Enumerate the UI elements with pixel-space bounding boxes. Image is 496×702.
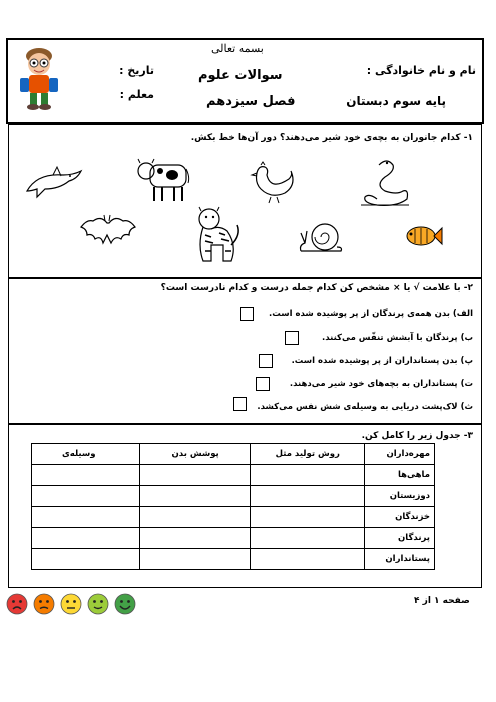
table-cell-input[interactable] <box>251 528 365 549</box>
table-row <box>32 465 435 486</box>
bat-icon <box>79 209 137 253</box>
header-vertebrates: مهره‌داران <box>365 444 435 465</box>
answer-checkbox-be[interactable] <box>285 331 299 345</box>
table-row <box>32 549 435 570</box>
answer-checkbox-te[interactable] <box>256 377 270 391</box>
table-cell-input[interactable] <box>32 549 140 570</box>
table-cell-input[interactable] <box>139 486 251 507</box>
row-label-amphibians: دوزیستان <box>365 486 435 507</box>
cow-icon <box>134 157 190 205</box>
student-name-label: نام و نام خانوادگی : <box>366 64 476 77</box>
table-header-row <box>32 444 435 465</box>
dolphin-icon <box>23 165 85 201</box>
table-cell-input[interactable] <box>139 465 251 486</box>
table-row <box>32 528 435 549</box>
answer-checkbox-se[interactable] <box>233 397 247 411</box>
question-1-text: ۱- کدام جانوران به بچه‌ی خود شیر می‌دهند؟ دور آن‌ها خط بکش. <box>190 133 473 143</box>
table-cell-input[interactable] <box>32 528 140 549</box>
answer-checkbox-pe[interactable] <box>259 354 273 368</box>
question-2-text: ۲- با علامت √ یا × مشخص کن کدام جمله درست و کدام نادرست است؟ <box>160 283 473 293</box>
table-row <box>32 486 435 507</box>
page-number: صفحه ۱ از ۴ <box>414 596 470 606</box>
statement-te: ت) پستانداران به بچه‌های خود شیر می‌دهند. <box>289 379 473 389</box>
row-label-birds: پرندگان <box>365 528 435 549</box>
header-body-cover: پوشش بدن <box>139 444 251 465</box>
table-cell-input[interactable] <box>251 549 365 570</box>
table-cell-input[interactable] <box>32 465 140 486</box>
table-cell-input[interactable] <box>139 549 251 570</box>
date-label: تاریخ : <box>119 64 154 77</box>
snake-icon <box>357 155 413 211</box>
rating-faces <box>6 593 140 617</box>
snail-icon <box>297 217 345 257</box>
grade-label: پایه سوم دبستان <box>346 94 446 108</box>
table-cell-input[interactable] <box>32 486 140 507</box>
happy-face-icon <box>87 593 109 615</box>
table-cell-input[interactable] <box>32 507 140 528</box>
table-row <box>32 507 435 528</box>
cartoon-student-icon <box>16 42 62 112</box>
statement-alef: الف) بدن همه‌ی پرندگان از پر پوشیده شده است. <box>269 309 473 319</box>
table-cell-input[interactable] <box>251 465 365 486</box>
header-organ: وسیله‌ی <box>32 444 140 465</box>
question-1-section <box>8 124 482 278</box>
hen-icon <box>249 161 297 205</box>
exam-header <box>6 38 484 124</box>
answer-checkbox-alef[interactable] <box>240 307 254 321</box>
row-label-mammals: پستانداران <box>365 549 435 570</box>
table-cell-input[interactable] <box>251 486 365 507</box>
tiger-icon <box>189 205 243 265</box>
row-label-fish: ماهی‌ها <box>365 465 435 486</box>
question-3-text: ۳- جدول زیر را کامل کن. <box>361 431 473 441</box>
bismillah: بسمه تعالی <box>211 42 264 55</box>
table-cell-input[interactable] <box>139 507 251 528</box>
sad-face-icon <box>33 593 55 615</box>
table-cell-input[interactable] <box>251 507 365 528</box>
neutral-face-icon <box>60 593 82 615</box>
teacher-label: معلم : <box>119 88 154 101</box>
chapter-title: فصل سیزدهم <box>206 94 296 109</box>
row-label-reptiles: خزندگان <box>365 507 435 528</box>
header-reproduction: روش تولید مثل <box>251 444 365 465</box>
question-3-section <box>8 424 482 588</box>
vertebrates-table <box>31 443 435 570</box>
exam-title: سوالات علوم <box>198 68 283 83</box>
statement-pe: پ) بدن پستانداران از پر پوشیده شده است. <box>291 356 473 366</box>
statement-be: ب) پرندگان با آبشش تنفّس می‌کنند. <box>321 333 473 343</box>
table-cell-input[interactable] <box>139 528 251 549</box>
very-sad-face-icon <box>6 593 28 615</box>
statement-se: ث) لاک‌پشت دریایی به وسیله‌ی شش نفس می‌کشد. <box>257 402 473 412</box>
fish-icon <box>403 223 443 249</box>
very-happy-face-icon <box>114 593 136 615</box>
question-2-section <box>8 278 482 424</box>
